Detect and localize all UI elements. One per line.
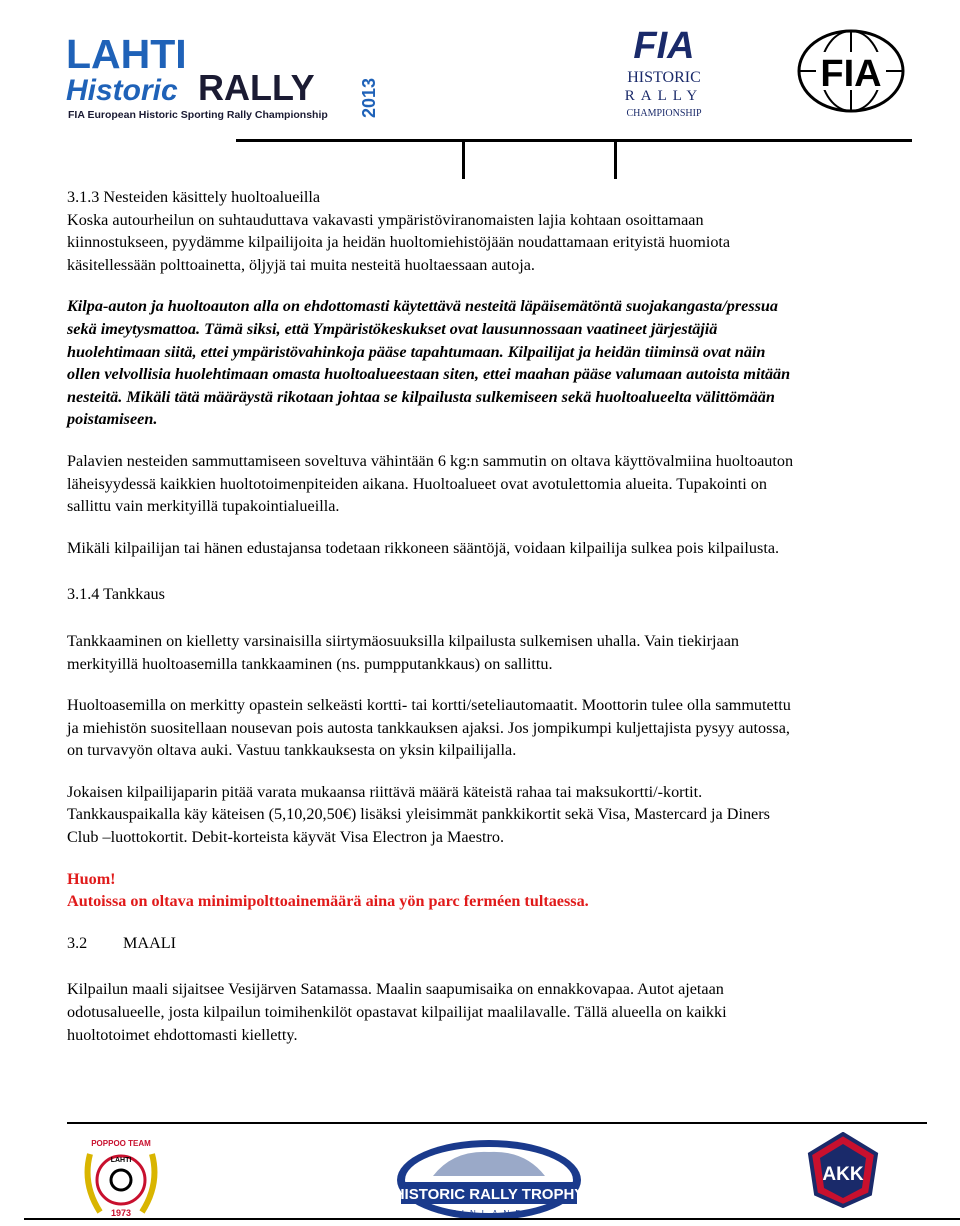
fia-historic-line1: HISTORIC [627, 69, 701, 86]
section-title: MAALI [123, 933, 177, 952]
paragraph [67, 209, 927, 277]
header-rule-tick [462, 139, 465, 179]
text-line: odotusalueelle, josta kilpailun toimihenkilöt opastavat kilpailijat maalilavalle. Tällä alueella on kaikki [67, 1003, 727, 1022]
fia-globe-logo [794, 26, 908, 116]
text-line: käsitellessään polttoainetta, öljyjä tai muita nesteitä huoltaessaan autoja. [67, 255, 535, 274]
footer-rule-bottom [24, 1218, 960, 1220]
paragraph [67, 630, 927, 675]
section-heading [67, 932, 927, 955]
text-line: sekä imeytysmattoa. Tämä siksi, että Ympäristökeskukset ovat lausunnossaan vaatineet järjestäjiä [67, 319, 718, 338]
poppoo-year-text: 1973 [110, 1208, 132, 1218]
lahti-historic-rally-logo [64, 28, 384, 124]
page-footer [0, 1118, 960, 1226]
paragraph [67, 694, 927, 762]
text-line: Jokaisen kilpailijaparin pitää varata mukaansa riittävä määrä käteistä rahaa tai maksukortti/-kortit. [67, 782, 703, 801]
historic-rally-trophy-logo [393, 1136, 585, 1224]
text-line: läheisyydessä kaikkien huoltotoimenpiteiden aikana. Huoltoalueet ovat avotulettomia alueita. Tupakointi on [67, 474, 767, 493]
akk-logo [806, 1132, 880, 1208]
fia-globe-letters: FIA [820, 53, 882, 95]
page-header [0, 0, 960, 180]
text-line: Tankkauspaikalla käy käteisen (5,10,20,50€) lisäksi yleisimmät pankkikortit sekä Visa, Mastercard ja Diners [67, 805, 770, 824]
footer-rule-top [67, 1122, 927, 1124]
paragraph [67, 978, 927, 1046]
text-line: Kilpa-auton ja huoltoauton alla on ehdottomasti käytettävä nesteitä läpäisemätöntä suojakangasta/pressua [67, 297, 779, 316]
text-line: poistamiseen. [67, 410, 158, 429]
section-number: 3.2 [67, 933, 88, 952]
fia-logo-letters: FIA [633, 25, 695, 67]
fia-historic-line2: RALLY [624, 88, 704, 104]
text-line: on turvavyön oltava auki. Vastuu tankkauksesta on yksin kilpailijalla. [67, 741, 517, 760]
text-line: Club –luottokortit. Debit-korteista käyvät Visa Electron ja Maestro. [67, 828, 505, 847]
text-line: kiinnostukseen, pyydämme kilpailijoita ja heidän huoltomiehistöjään noudattamaan erityistä huomiota [67, 233, 731, 252]
text-line: Kilpailun maali sijaitsee Vesijärven Satamassa. Maalin saapumisaika on ennakkovapaa. Autot ajetaan [67, 980, 724, 999]
text-line: sallittu vain merkityillä tupakointialueilla. [67, 497, 340, 516]
warning-note-title: Huom! [67, 869, 116, 888]
logo-lahti-text: LAHTI [66, 31, 187, 77]
text-line: huoltotoimet ehdottomasti kielletty. [67, 1025, 298, 1044]
logo-subtitle-text: FIA European Historic Sporting Rally Championship [68, 109, 328, 121]
header-rule [236, 139, 912, 142]
text-line: Palavien nesteiden sammuttamiseen soveltuva vähintään 6 kg:n sammutin on oltava käyttövalmiina huoltoauton [67, 451, 794, 470]
logo-year-text: 2013 [359, 77, 379, 118]
text-line: ja miehistön suositellaan nousevan pois autosta tankkauksen ajaksi. Jos jompikumpi kuljettajista pysyy autossa, [67, 718, 790, 737]
trophy-sub-text: FINLAND [450, 1209, 528, 1218]
warning-note [67, 868, 927, 913]
paragraph [67, 781, 927, 849]
text-line: Tankkaaminen on kielletty varsinaisilla siirtymäosuuksilla kilpailusta sulkemisen uhalla. Vain tiekirjaan [67, 631, 740, 650]
bold-italic-paragraph [67, 295, 927, 431]
paragraph: Mikäli kilpailijan tai hänen edustajansa todetaan rikkoneen sääntöjä, voidaan kilpailija sulkea pois kilpailusta. [67, 538, 780, 557]
text-line: huolehtimaan siitä, ettei ympäristövahinkoja pääse tapahtumaan. Kilpailijat ja heidän tiiminsä ovat näin [67, 342, 766, 361]
poppoo-middle-text: LAHTI [110, 1157, 132, 1164]
logo-historic-text: Historic [66, 74, 178, 107]
section-3-1-4 [67, 583, 927, 913]
text-line: merkityillä huoltoasemilla tankkaaminen (ns. pumpputankkaus) on sallittu. [67, 654, 553, 673]
header-rule-tick [614, 139, 617, 179]
section-3-1-3 [67, 186, 927, 559]
section-heading: 3.1.3 Nesteiden käsittely huoltoalueilla [67, 188, 321, 206]
text-line: nesteitä. Mikäli tätä määräystä rikotaan johtaa se kilpailusta sulkemiseen sekä huoltoalueelta välittömään [67, 387, 775, 406]
poppoo-team-logo [80, 1134, 162, 1222]
document-body [67, 186, 927, 1046]
poppoo-top-text: POPPOO TEAM [91, 1139, 151, 1148]
paragraph [67, 450, 927, 518]
fia-historic-rally-championship-logo [612, 20, 716, 124]
section-3-2 [67, 932, 927, 1046]
warning-note-text: Autoissa on oltava minimipolttoainemäärä aina yön parc ferméen tultaessa. [67, 892, 589, 911]
text-line: Koska autourheilun on suhtauduttava vakavasti ympäristöviranomaisten lajia kohtaan osoittamaan [67, 210, 704, 229]
fia-historic-line3: CHAMPIONSHIP [626, 108, 702, 119]
text-line: Huoltoasemilla on merkitty opastein selkeästi kortti- tai kortti/seteliautomaatit. Moottorin tulee olla sammutettu [67, 696, 791, 715]
section-heading: 3.1.4 Tankkaus [67, 585, 165, 604]
trophy-main-text: HISTORIC RALLY TROPHY [393, 1186, 585, 1203]
logo-rally-text: RALLY [198, 67, 315, 108]
text-line: ollen velvollisia huolehtimaan omasta huoltoalueestaan siten, ettei maahan pääse valumaan autoista mitään [67, 365, 791, 384]
akk-text: AKK [822, 1164, 864, 1185]
